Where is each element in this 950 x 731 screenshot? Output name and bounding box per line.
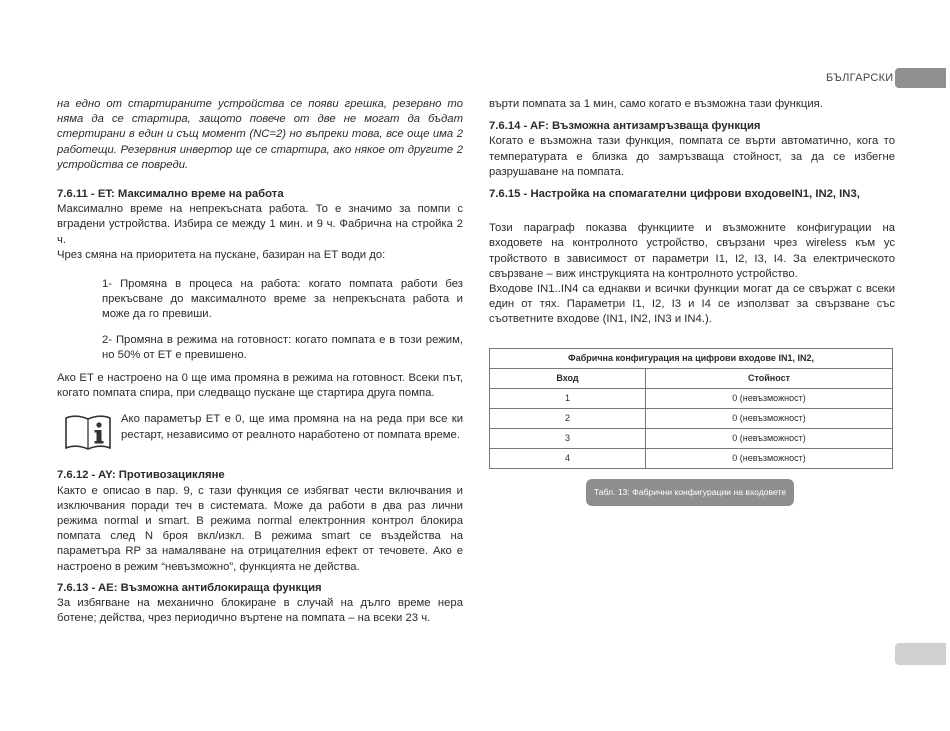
section-7615-title: 7.6.15 - Настройка на спомагателни цифрови входовеIN1, IN2, IN3,: [489, 188, 860, 201]
table-row: [490, 448, 893, 468]
section-7611-paragraph: Чрез смяна на приоритета на пускане, базиран на ЕТ води до:: [57, 248, 386, 261]
table-header: Фабрична конфигурация на цифрови входове IN1, IN2,: [490, 348, 893, 368]
left-column: [57, 97, 463, 626]
table-cell-value: 0 (невъзможност): [646, 428, 893, 448]
table-cell-value: 0 (невъзможност): [646, 448, 893, 468]
intro-paragraph: на едно от стартираните устройства се появи грешка, резервно то няма да се стартира, защото повече от две не могат да бъдат стертирани в един и същ момент (NC=2) но въпреки това, все още има 2 работещи. Резервния инвертор ще се стартира, ако някое от другите 2 устройства се повреди.: [57, 98, 463, 171]
table-column-value: Стойност: [646, 368, 893, 388]
section-7612-paragraph: Както е описао в пар. 9, с тази функция се избягват чести включвания и изключвания поради теч в системата. Може да работи в два раз лични режима normal и smart. В режима normal електронния контрол блокира помпата след N броя вкл/изкл. В режима smart се въздейства на параметъра RP за намаляване на отрицателния ефект от течовете. Ако е настроено в режим “невъзможно”, функцията не действа.: [57, 484, 463, 573]
table-caption: Табл. 13: Фабрични конфигурации на входовете: [586, 479, 794, 506]
table-row: [490, 388, 893, 408]
table-cell-input: 2: [490, 408, 646, 428]
info-note: [57, 412, 463, 452]
continued-paragraph: върти помпата за 1 мин, само когато е възможна тази функция.: [489, 98, 823, 110]
section-7611-title: 7.6.11 - ET: Максимално време на работа: [57, 188, 284, 201]
page-tab: [895, 643, 946, 665]
table-cell-value: 0 (невъзможност): [646, 388, 893, 408]
table-cell-input: 1: [490, 388, 646, 408]
section-7611-paragraph: Максимално време на непрекъсната работа. То е значимо за помпи с вградени устройства. Избира се между 1 мин. и 9 ч. Фабрична на стройка 2 ч.: [57, 203, 463, 246]
language-tab: [895, 68, 946, 88]
digital-inputs-table: [489, 348, 893, 469]
table-cell-input: 4: [490, 448, 646, 468]
section-7613-title: 7.6.13 - AE: Възможна антиблокираща функция: [57, 581, 322, 594]
info-note-text: Ако параметър ЕТ е 0, ще има промяна на на реда при все ки рестарт, независимо от реалното наработено от помпата време.: [121, 413, 463, 441]
table-row: [490, 408, 893, 428]
manual-info-icon: [63, 412, 113, 452]
section-7611-item: 2- Промяна в режима на готовност: когато помпата е в този режим, но 50% от ЕТ е превишено.: [102, 333, 463, 361]
section-7614-title: 7.6.14 - AF: Възможна антизамръзваща функция: [489, 120, 761, 133]
section-7615-paragraph: Този параграф показва функциите и възможните конфигурации на входовете на контролното устройство, свързани чрез wireless към ус тройството в зависимост от параметри I1, I2, I3, I4. За електрическото свързване – виж инструкцията на контролното устройство.: [489, 222, 895, 280]
section-7614-paragraph: Когато е възможна тази функция, помпата се върти автоматично, кога то температурата е близка до замръзваща стойност, за да се избегне разрушаване на помпата.: [489, 135, 895, 178]
section-7615-paragraph: Входове IN1..IN4 са еднакви и всички функции могат да се свържат с всеки един от тях. Параметри I1, I2, I3 и I4 се използват за свързване със съответните входове (IN1, IN2, IN3 и IN4.).: [489, 283, 895, 326]
table-column-input: Вход: [490, 368, 646, 388]
table-cell-value: 0 (невъзможност): [646, 408, 893, 428]
table-row: [490, 428, 893, 448]
section-7612-title: 7.6.12 - AY: Противозацикляне: [57, 469, 225, 482]
language-label: БЪЛГАРСКИ: [826, 72, 894, 84]
table-cell-input: 3: [490, 428, 646, 448]
section-7613-paragraph: За избягване на механично блокиране в случай на дълго време нера ботене; действа, чрез периодично въртене на помпата – на всеки 23 ч.: [57, 597, 463, 625]
section-7611-paragraph: Ако ЕТ е настроено на 0 ще има промяна в режима на готовност. Всеки път, когато помпата спира, при следващо пускане ще стартира друга помпа.: [57, 372, 463, 400]
right-column: [489, 97, 895, 506]
section-7611-item: 1- Промяна в процеса на работа: когато помпата работи без прекъсване до максималното време за непрекъсната работа и може да го превиши.: [102, 278, 463, 321]
